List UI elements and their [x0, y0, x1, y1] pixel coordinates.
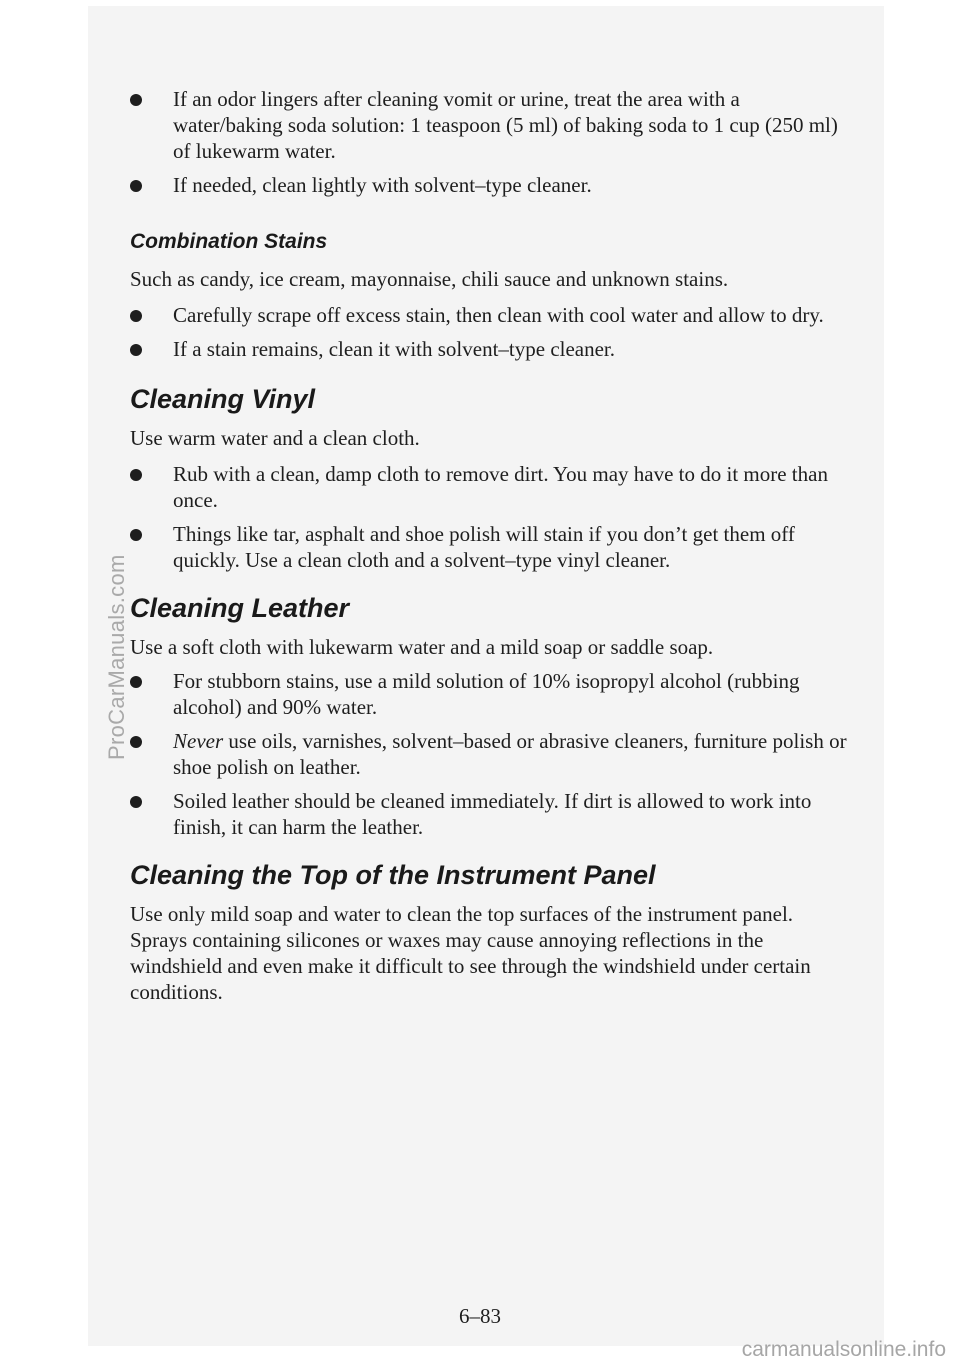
bullet-rub — [130, 461, 850, 513]
bullet-stubborn — [130, 668, 850, 720]
bullet-stain-remains — [130, 336, 850, 362]
cleaning-vinyl-intro: Use warm water and a clean cloth. — [130, 426, 420, 450]
bullet-dot-icon — [130, 180, 142, 192]
bullet-dot-icon — [130, 469, 142, 481]
bullet-dot-icon — [130, 529, 142, 541]
combination-stains-intro: Such as candy, ice cream, mayonnaise, chili sauce and unknown stains. — [130, 267, 729, 291]
bullet-clean-lightly — [130, 172, 850, 198]
footer-watermark: carmanualsonline.info — [741, 1338, 946, 1361]
bullet-never-text — [173, 729, 847, 779]
bullet-tar — [130, 521, 850, 573]
heading-cleaning-leather: Cleaning Leather — [130, 593, 350, 623]
heading-instrument-panel: Cleaning the Top of the Instrument Panel — [130, 860, 656, 890]
bullet-odor-text: If an odor lingers after cleaning vomit or urine, treat the area with a water/baking soda solution: 1 teaspoon (5 ml) of baking soda to 1 cup (250 ml) of lukewarm water. — [173, 87, 838, 163]
bullet-odor — [130, 86, 850, 164]
bullet-scrape-text: Carefully scrape off excess stain, then clean with cool water and allow to dry. — [173, 303, 824, 327]
bullet-dot-icon — [130, 736, 142, 748]
bullet-soiled — [130, 788, 850, 840]
bullet-soiled-text: Soiled leather should be cleaned immediately. If dirt is allowed to work into finish, it can harm the leather. — [173, 789, 812, 839]
bullet-clean-lightly-text: If needed, clean lightly with solvent–type cleaner. — [173, 173, 592, 197]
bullet-dot-icon — [130, 796, 142, 808]
page-content — [130, 86, 850, 1005]
never-emphasis: Never — [173, 729, 224, 753]
bullet-never-rest: use oils, varnishes, solvent–based or abrasive cleaners, furniture polish or shoe polish on leather. — [173, 729, 847, 779]
bullet-stain-remains-text: If a stain remains, clean it with solvent–type cleaner. — [173, 337, 616, 361]
heading-combination-stains: Combination Stains — [130, 230, 328, 253]
bullet-rub-text: Rub with a clean, damp cloth to remove dirt. You may have to do it more than once. — [173, 462, 828, 512]
bullet-dot-icon — [130, 94, 142, 106]
page-number: 6–83 — [459, 1304, 501, 1328]
bullet-scrape — [130, 302, 850, 328]
instrument-panel-text: Use only mild soap and water to clean the top surfaces of the instrument panel. Sprays containing silicones or waxes may cause annoying reflections in the windshield and even make it difficult to see through the windshield under certain conditions. — [130, 902, 811, 1004]
bullet-tar-text: Things like tar, asphalt and shoe polish will stain if you don’t get them off quickly. Use a clean cloth and a solvent–type vinyl cleaner. — [173, 522, 795, 572]
cleaning-leather-intro: Use a soft cloth with lukewarm water and a mild soap or saddle soap. — [130, 635, 714, 659]
bullet-never — [130, 728, 850, 780]
heading-cleaning-vinyl: Cleaning Vinyl — [130, 384, 316, 414]
side-watermark-text: ProCarManuals.com — [104, 554, 129, 760]
bullet-dot-icon — [130, 344, 142, 356]
bullet-dot-icon — [130, 310, 142, 322]
bullet-stubborn-text: For stubborn stains, use a mild solution of 10% isopropyl alcohol (rubbing alcohol) and 90% water. — [173, 669, 800, 719]
bullet-dot-icon — [130, 676, 142, 688]
